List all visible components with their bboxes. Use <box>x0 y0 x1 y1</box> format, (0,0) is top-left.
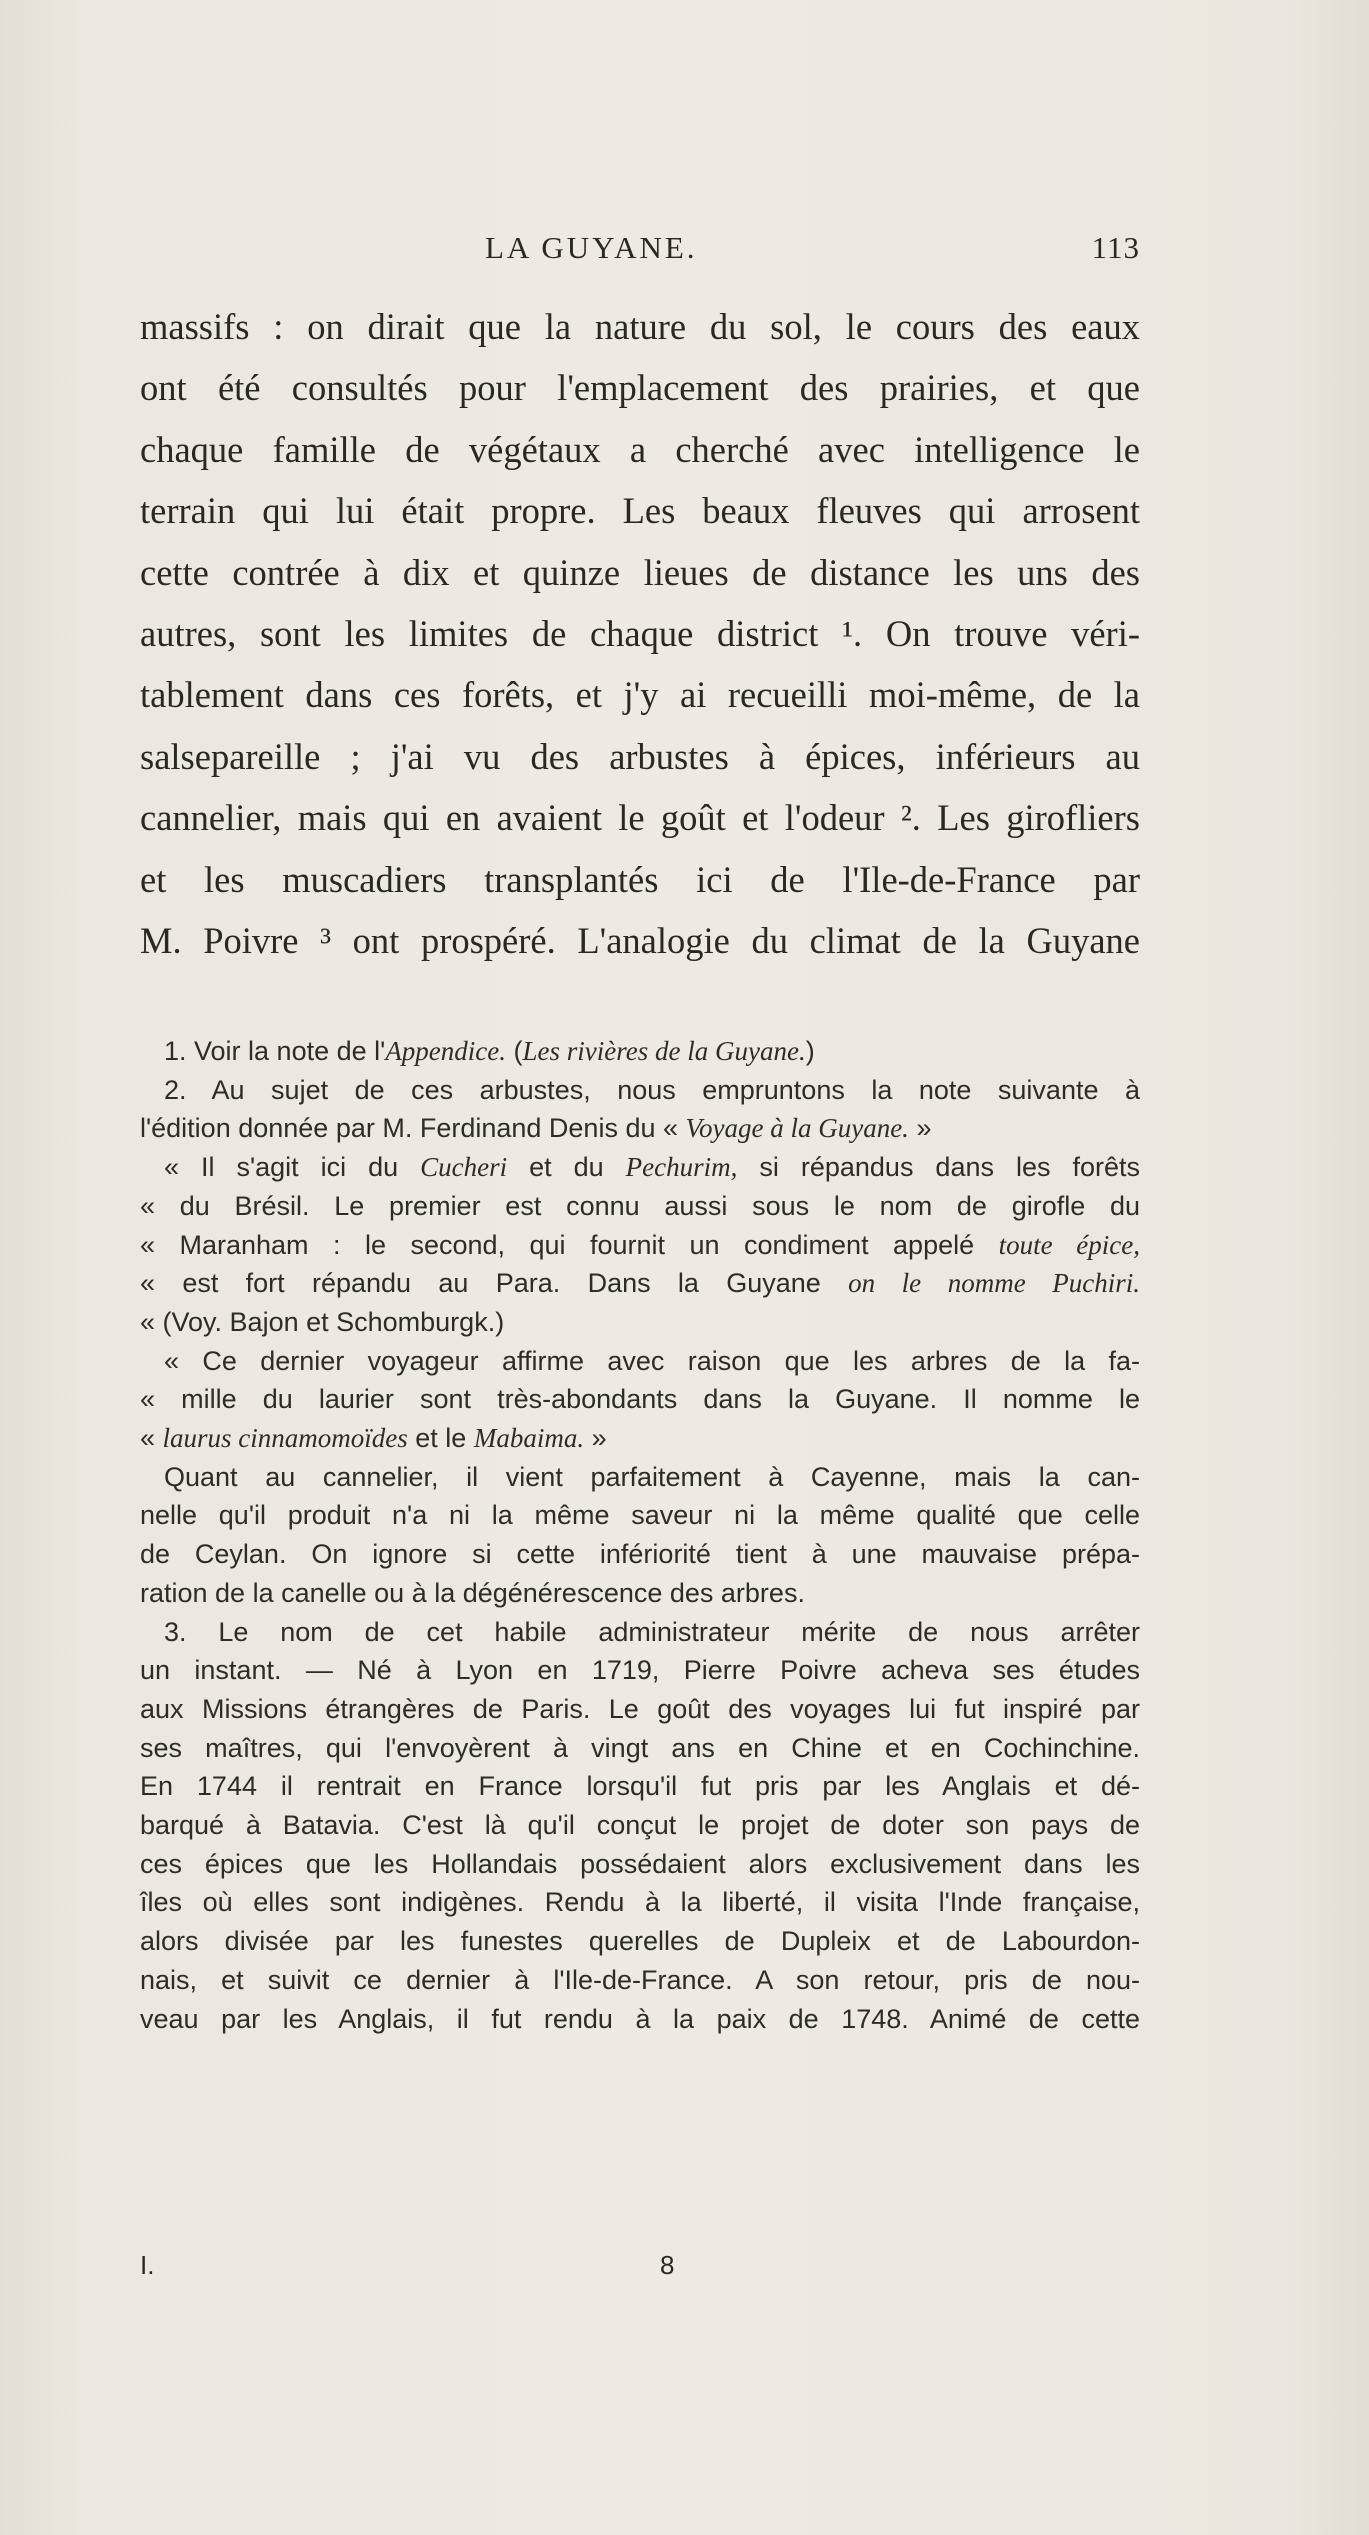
footnote-2-line: l'édition donnée par M. Ferdinand Denis du « Voyage à la Guyane. » <box>140 1113 932 1144</box>
text-line: cannelier, mais qui en avaient le goût et l'odeur ². Les girofliers <box>140 797 1140 839</box>
footnote-2-line: nelle qu'il produit n'a ni la même saveur ni la même qualité que celle <box>140 1500 1140 1531</box>
text-line: M. Poivre ³ ont prospéré. L'analogie du climat de la Guyane <box>140 920 1140 962</box>
text-line: tablement dans ces forêts, et j'y ai recueilli moi-même, de la <box>140 674 1140 716</box>
running-title: LA GUYANE. <box>485 230 698 265</box>
footnote-2-line: de Ceylan. On ignore si cette infériorité tient à une mauvaise prépa- <box>140 1539 1140 1570</box>
text-line: massifs : on dirait que la nature du sol, le cours des eaux <box>140 306 1140 347</box>
quote-line: « est fort répandu au Para. Dans la Guyane on le nomme Puchiri. <box>140 1268 1141 1299</box>
page-number: 113 <box>1091 230 1140 265</box>
quote-line: « du Brésil. Le premier est connu aussi sous le nom de girofle du <box>140 1190 1140 1221</box>
quote-line: « (Voy. Bajon et Schomburgk.) <box>140 1306 505 1337</box>
text-line: salsepareille ; j'ai vu des arbustes à épices, inférieurs au <box>140 735 1140 777</box>
volume-signature: I. <box>140 2250 155 2280</box>
footnote-3-line: îles où elles sont indigènes. Rendu à la liberté, il visita l'Inde française, <box>140 1887 1140 1918</box>
quote-line: « Maranham : le second, qui fournit un condiment appelé toute épice, <box>140 1229 1140 1260</box>
text-line: chaque famille de végétaux a cherché avec intelligence le <box>140 428 1140 470</box>
quote-line: « mille du laurier sont très-abondants dans la Guyane. Il nomme le <box>140 1384 1140 1415</box>
footnote-1: 1. Voir la note de l'Appendice. (Les rivières de la Guyane.) <box>164 1036 815 1066</box>
text-line: et les muscadiers transplantés ici de l'Ile-de-France par <box>140 858 1140 900</box>
text-line: terrain qui lui était propre. Les beaux fleuves qui arrosent <box>140 490 1140 532</box>
text-line: autres, sont les limites de chaque district ¹. On trouve véri- <box>140 613 1140 655</box>
footnote-2-line: ration de la canelle ou à la dégénérescence des arbres. <box>140 1577 805 1608</box>
main-text <box>140 296 1140 971</box>
footnote-3-line: veau par les Anglais, il fut rendu à la paix de 1748. Animé de cette <box>140 2003 1140 2034</box>
footnote-3-line: nais, et suivit ce dernier à l'Ile-de-France. A son retour, pris de nou- <box>140 1964 1140 1995</box>
footnote-3-line: ces épices que les Hollandais possédaient alors exclusivement dans les <box>140 1848 1140 1879</box>
footnote-3-line: aux Missions étrangères de Paris. Le goût des voyages lui fut inspiré par <box>140 1693 1140 1724</box>
quote-line: « laurus cinnamomoïdes et le Mabaima. » <box>140 1423 607 1454</box>
footnote-3-line: barqué à Batavia. C'est là qu'il conçut le projet de doter son pays de <box>140 1810 1140 1841</box>
quote-line: « Ce dernier voyageur affirme avec raison que les arbres de la fa- <box>164 1345 1140 1376</box>
footnotes <box>140 1032 1140 2038</box>
footnote-2-line: 2. Au sujet de ces arbustes, nous empruntons la note suivante à <box>164 1074 1140 1105</box>
footnote-3-line: En 1744 il rentrait en France lorsqu'il fut pris par les Anglais et dé- <box>140 1771 1140 1802</box>
quote-line: « Il s'agit ici du Cucheri et du Pechurim, si répandus dans les forêts <box>164 1152 1140 1183</box>
footnote-3-line: alors divisée par les funestes querelles de Dupleix et de Labourdon- <box>140 1926 1140 1957</box>
sheet-signature: 8 <box>660 2250 675 2280</box>
page-header <box>140 226 1140 272</box>
footnote-3-line: un instant. — Né à Lyon en 1719, Pierre Poivre acheva ses études <box>140 1655 1140 1686</box>
text-line: ont été consultés pour l'emplacement des prairies, et que <box>140 367 1140 409</box>
footnote-3-line: ses maîtres, qui l'envoyèrent à vingt ans en Chine et en Cochinchine. <box>140 1732 1140 1763</box>
footnote-2-line: Quant au cannelier, il vient parfaitement à Cayenne, mais la can- <box>164 1461 1140 1492</box>
page-footer <box>140 2250 1140 2290</box>
footnote-3-line: 3. Le nom de cet habile administrateur mérite de nous arrêter <box>164 1616 1140 1647</box>
text-line: cette contrée à dix et quinze lieues de distance les uns des <box>140 551 1140 593</box>
